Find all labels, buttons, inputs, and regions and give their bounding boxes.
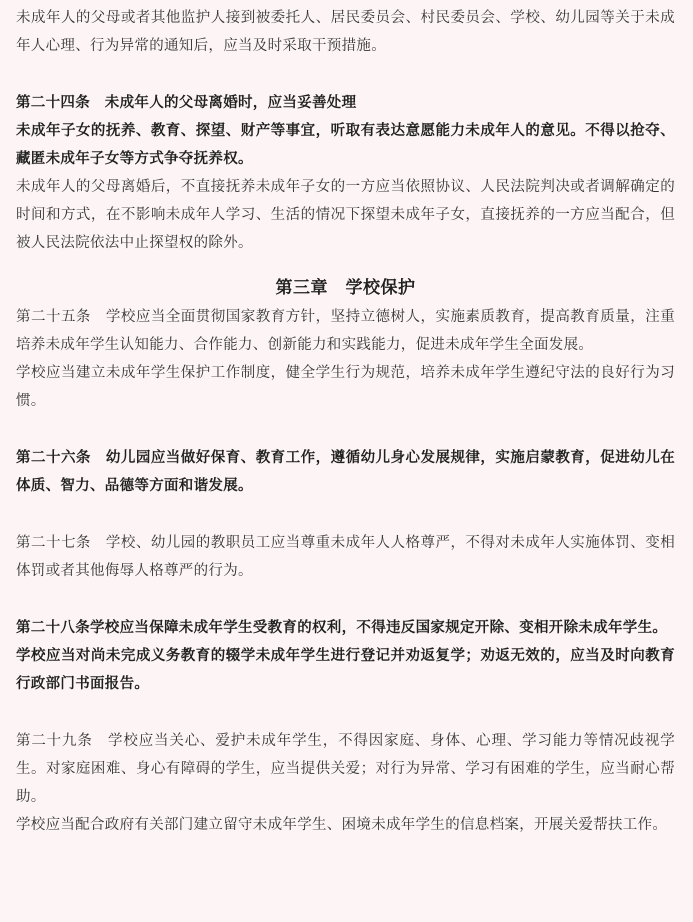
article-28-paragraph-1: 第二十八条学校应当保障未成年学生受教育的权利，不得违反国家规定开除、变相开除未成年学生。: [16, 620, 668, 636]
article-24-paragraph-2: 未成年人的父母离婚后，不直接抚养未成年子女的一方应当依照协议、人民法院判决或者调解确定的时间和方式，在不影响未成年人学习、生活的情况下探望未成年子女，直接抚养的一方应当配合，但被人民法院依法中止探望权的除外。: [16, 179, 675, 251]
spacer: [16, 60, 675, 89]
article-25-paragraph-2: 学校应当建立未成年学生保护工作制度，健全学生行为规范，培养未成年学生遵纪守法的良好行为习惯。: [16, 365, 675, 409]
article-24-title: 第二十四条 未成年人的父母离婚时，应当妥善处理: [16, 95, 357, 111]
article-26: 第二十六条 幼儿园应当做好保育、教育工作，遵循幼儿身心发展规律，实施启蒙教育，促进幼儿在体质、智力、品德等方面和谐发展。: [16, 450, 675, 494]
article-25-paragraph-1: 第二十五条 学校应当全面贯彻国家教育方针，坚持立德树人，实施素质教育，提高教育质量，注重培养未成年学生认知能力、合作能力、创新能力和实践能力，促进未成年学生全面发展。: [16, 309, 675, 353]
spacer: [16, 585, 675, 614]
chapter-3-heading: 第三章 学校保护: [275, 278, 416, 298]
paragraph-guardian-intervention: 未成年人的父母或者其他监护人接到被委托人、居民委员会、村民委员会、学校、幼儿园等关于未成年人心理、行为异常的通知后，应当及时采取干预措施。: [16, 10, 675, 54]
spacer: [16, 500, 675, 529]
article-29-paragraph-1: 第二十九条 学校应当关心、爱护未成年学生，不得因家庭、身体、心理、学习能力等情况歧视学生。对家庭困难、身心有障碍的学生，应当提供关爱；对行为异常、学习有困难的学生，应当耐心帮助。: [16, 733, 675, 805]
article-24-paragraph-1: 未成年子女的抚养、教育、探望、财产等事宜，听取有表达意愿能力未成年人的意见。不得以抢夺、藏匿未成年子女等方式争夺抚养权。: [16, 123, 675, 167]
spacer: [16, 698, 675, 727]
spacer: [16, 257, 675, 273]
article-28-paragraph-2: 学校应当对尚未完成义务教育的辍学未成年学生进行登记并劝返复学；劝返无效的，应当及时向教育行政部门书面报告。: [16, 648, 675, 692]
article-29-paragraph-2: 学校应当配合政府有关部门建立留守未成年学生、困境未成年学生的信息档案，开展关爱帮扶工作。: [16, 817, 668, 833]
spacer: [16, 415, 675, 444]
article-27: 第二十七条 学校、幼儿园的教职员工应当尊重未成年人人格尊严，不得对未成年人实施体罚、变相体罚或者其他侮辱人格尊严的行为。: [16, 535, 675, 579]
